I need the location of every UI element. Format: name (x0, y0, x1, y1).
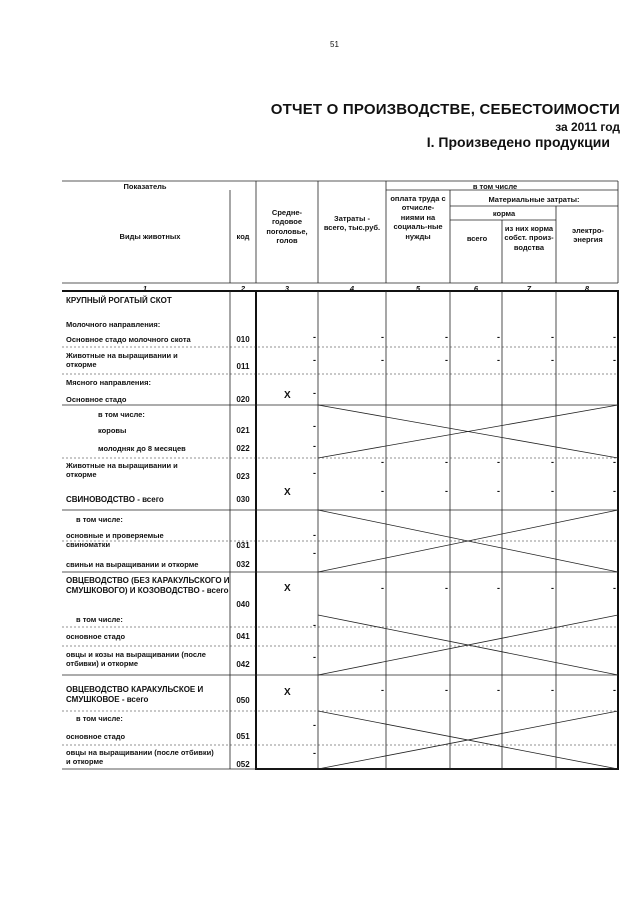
row-label: свиньи на выращивании и откорме (66, 560, 199, 569)
row-label: ОВЦЕВОДСТВО (БЕЗ КАРАКУЛЬСКОГО И СМУШКОВОГО) И КОЗОВОДСТВО - всего (66, 576, 230, 595)
header-feed-total: всего (466, 234, 488, 243)
row-label: Молочного направления: (66, 320, 161, 329)
cell-dash: - (551, 457, 554, 467)
cell-dash: - (497, 583, 500, 593)
cell-dash: - (313, 620, 316, 630)
page-number: 51 (330, 40, 339, 49)
cell-dash: - (445, 486, 448, 496)
cell-dash: - (381, 583, 384, 593)
cell-dash: - (445, 685, 448, 695)
cell-dash: - (313, 720, 316, 730)
cell-dash: - (613, 486, 616, 496)
cell-dash: - (445, 355, 448, 365)
row-label: Основное стадо молочного скота (66, 335, 191, 344)
cell-dash: - (381, 457, 384, 467)
row-label: ОВЦЕВОДСТВО КАРАКУЛЬСКОЕ И СМУШКОВОЕ - всего (66, 685, 204, 704)
cell-dash: - (613, 685, 616, 695)
header-electricity: электро-энергия (572, 226, 604, 245)
cell-dash: - (497, 457, 500, 467)
cell-dash: - (445, 457, 448, 467)
cell-dash: - (313, 441, 316, 451)
row-label: Животные на выращивании и откорме (66, 461, 178, 480)
cell-dash: - (313, 468, 316, 478)
col-number: 6 (473, 284, 479, 293)
header-feed-own: из них корма собст. произ-водства (504, 224, 554, 252)
cell-dash: - (381, 486, 384, 496)
cell-dash: - (313, 388, 316, 398)
row-code: 040 (236, 600, 250, 609)
row-code: 011 (236, 362, 250, 371)
row-label: овцы и козы на выращивании (после отбивки) и откорме (66, 650, 206, 669)
row-label: Мясного направления: (66, 378, 151, 387)
header-feed: корма (492, 209, 516, 218)
header-labor: оплата труда с отчисле-ниями на социаль-ные нужды (390, 194, 446, 241)
cell-dash: - (551, 583, 554, 593)
section-title: I. Произведено продукции (426, 134, 610, 150)
cell-dash: - (497, 355, 500, 365)
row-code: 023 (236, 472, 250, 481)
cell-dash: - (313, 748, 316, 758)
row-label: основное стадо (66, 732, 126, 741)
cell-dash: - (613, 355, 616, 365)
cell-dash: - (313, 530, 316, 540)
cell-dash: - (313, 421, 316, 431)
cell-dash: - (313, 652, 316, 662)
row-code: 052 (236, 760, 250, 769)
row-code: 050 (236, 696, 250, 705)
header-code: код (236, 232, 250, 241)
x-mark: X (284, 687, 291, 698)
x-mark: X (284, 583, 291, 594)
row-label: СВИНОВОДСТВО - всего (66, 495, 164, 504)
cell-dash: - (381, 355, 384, 365)
header-animal-types: Виды животных (119, 232, 181, 241)
row-label: Животные на выращивании и откорме (66, 351, 178, 370)
col-number: 1 (142, 284, 148, 293)
col-number: 7 (526, 284, 532, 293)
row-code: 030 (236, 495, 250, 504)
row-label: КРУПНЫЙ РОГАТЫЙ СКОТ (66, 296, 172, 305)
cell-dash: - (445, 583, 448, 593)
cell-dash: - (313, 355, 316, 365)
row-code: 041 (236, 632, 250, 641)
header-including: в том числе (472, 182, 518, 191)
cell-dash: - (497, 486, 500, 496)
cell-dash: - (381, 685, 384, 695)
cell-dash: - (313, 332, 316, 342)
col-number: 5 (415, 284, 421, 293)
x-mark: X (284, 390, 291, 401)
header-costs-total: Затраты - всего, тыс.руб. (323, 214, 381, 233)
cell-dash: - (497, 685, 500, 695)
cell-dash: - (551, 332, 554, 342)
row-code: 022 (236, 444, 250, 453)
cell-dash: - (497, 332, 500, 342)
row-label: в том числе: (76, 615, 123, 624)
cell-dash: - (613, 583, 616, 593)
col-number: 3 (284, 284, 290, 293)
header-material-costs: Материальные затраты: (488, 195, 580, 204)
row-code: 010 (236, 335, 250, 344)
row-code: 020 (236, 395, 250, 404)
cell-dash: - (613, 332, 616, 342)
cell-dash: - (613, 457, 616, 467)
report-year: за 2011 год (555, 120, 620, 134)
report-title: ОТЧЕТ О ПРОИЗВОДСТВЕ, СЕБЕСТОИМОСТИ (270, 101, 620, 118)
row-code: 021 (236, 426, 250, 435)
row-code: 051 (236, 732, 250, 741)
row-label: основные и проверяемые свиноматки (66, 531, 164, 550)
row-code: 031 (236, 541, 250, 550)
header-avg-livestock: Средне-годовое поголовье, голов (266, 208, 308, 246)
cell-dash: - (551, 486, 554, 496)
row-code: 032 (236, 560, 250, 569)
row-label: коровы (98, 426, 127, 435)
row-label: молодняк до 8 месяцев (98, 444, 186, 453)
row-label: в том числе: (98, 410, 145, 419)
col-number: 2 (240, 284, 246, 293)
row-label: овцы на выращивании (после отбивки) и откорме (66, 748, 214, 767)
cell-dash: - (551, 355, 554, 365)
row-label: основное стадо (66, 632, 126, 641)
row-label: в том числе: (76, 515, 123, 524)
cell-dash: - (381, 332, 384, 342)
col-number: 4 (349, 284, 355, 293)
x-mark: X (284, 487, 291, 498)
header-indicator: Показатель (123, 182, 167, 191)
row-label: Основное стадо (66, 395, 127, 404)
row-code: 042 (236, 660, 250, 669)
cell-dash: - (445, 332, 448, 342)
cell-dash: - (551, 685, 554, 695)
row-label: в том числе: (76, 714, 123, 723)
cell-dash: - (313, 548, 316, 558)
col-number: 8 (584, 284, 590, 293)
